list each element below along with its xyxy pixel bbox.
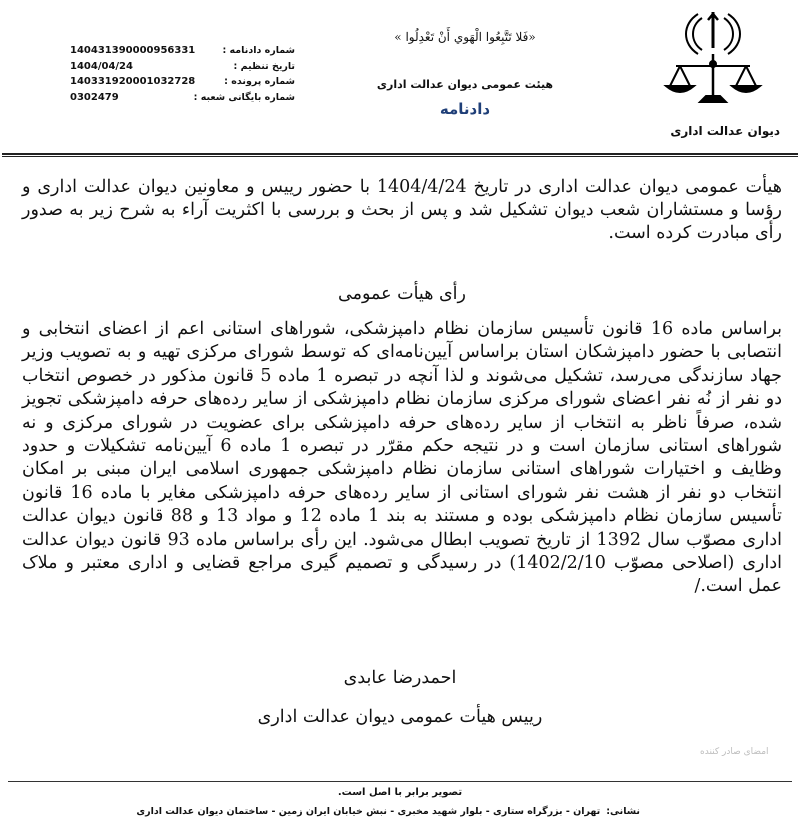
meta-row-verdict-number (70, 43, 295, 59)
footer-address (120, 806, 640, 817)
header-divider-thin (2, 156, 798, 157)
emblem-caption: دیوان عدالت اداری (670, 124, 780, 138)
intro-paragraph: هیأت عمومی دیوان عدالت اداری در تاریخ 1404/4/24 با حضور رییس و معاونین دیوان عدالت اداری و رؤسا و مستشاران شعب دیوان تشکیل شد و پس از بحث و بررسی با اکثریت آراء به شرح زیر به صدور رأی مبادرت کرده است. (22, 177, 782, 244)
signatory-name: احمدرضا عابدی (343, 668, 457, 688)
issuer-signature-stamp: امضای صادر کننده (700, 747, 769, 757)
meta-row-date (70, 59, 295, 75)
meta-value: 0302479 (70, 91, 119, 103)
ruling-paragraph: براساس ماده 16 قانون تأسیس سازمان نظام دامپزشکی، شوراهای استانی اعم از اعضای انتخابی و انتصابی با حضور دامپزشکان استان براساس آیین‌نامه‌ای که توسط شورای مرکزی تهیه و به تصویب وزیر جهاد سازندگی می‌رسد، تشکیل می‌شوند و لذا آنچه در تبصره 1 ماده 5 قانون مذکور در خصوص انتخاب دو نفر از نُه نفر اعضای شورای مرکزی سازمان نظام دامپزشکی از سایر رده‌های حرفه دامپزشکی تجویز شده، صرفاً ناظر به انتخاب از سایر رده‌های حرفه دامپزشکی برای عضویت در شورای مرکزی و نه شوراهای استانی سازمان است و در نتیجه حکم مقرّر در تبصره 1 ماده 6 آیین‌نامه تشکیلات و حدود وظایف و اختیارات شوراهای استانی سازمان نظام دامپزشکی جمهوری اسلامی ایران مبنی بر امکان انتخاب دو نفر از هشت نفر شورای استانی از سایر رده‌های حرفه دامپزشکی مغایر با ماده 16 قانون تأسیس سازمان نظام دامپزشکی بوده و مستند به بند 1 ماده 12 و مواد 13 و 88 قانون دیوان عدالت اداری مصوّب سال 1392 از تاریخ تصویب ابطال می‌شود. این رأی براساس ماده 93 قانون دیوان عدالت اداری (اصلاحی مصوّب 1402/2/10) در رسیدگی و تصمیم گیری مراجع قضایی و اداری معتبر و ملاک عمل است./ (22, 319, 782, 597)
meta-row-case-number (70, 74, 295, 90)
footer-divider (8, 781, 792, 782)
meta-label: شماره پرونده : (224, 76, 295, 87)
document-metadata (70, 43, 295, 105)
board-title: هیئت عمومی دیوان عدالت اداری (376, 78, 554, 91)
header-divider (2, 153, 798, 155)
signatory-title: رییس هیأت عمومی دیوان عدالت اداری (257, 707, 543, 727)
meta-row-archive-number (70, 90, 295, 106)
quran-verse: «فَلا تَتَّبِعُوا الْهَوي أَنْ تَعْدِلُوا » (394, 30, 536, 44)
address-label: نشانی: (606, 806, 640, 817)
meta-label: شماره بایگانی شعبه : (193, 91, 295, 103)
ruling-heading: رأی هیأت عمومی (337, 284, 466, 304)
meta-label: شماره دادنامه : (222, 45, 295, 56)
document-title: دادنامه (439, 100, 491, 118)
meta-label: تاریخ تنظیم : (233, 60, 295, 72)
meta-value: 140331920001032728 (70, 76, 196, 87)
address-text: تهران - بزرگراه ستاری - بلوار شهید مخبری - نبش خیابان ایران زمین - ساختمان دیوان عدالت اداری (136, 806, 601, 817)
meta-value: 1404/04/24 (70, 60, 133, 72)
certified-copy-note: تصویر برابر با اصل است. (337, 787, 463, 798)
iran-emblem-icon (658, 8, 768, 108)
meta-value: 140431390000956331 (70, 45, 196, 56)
document-header (0, 0, 800, 150)
